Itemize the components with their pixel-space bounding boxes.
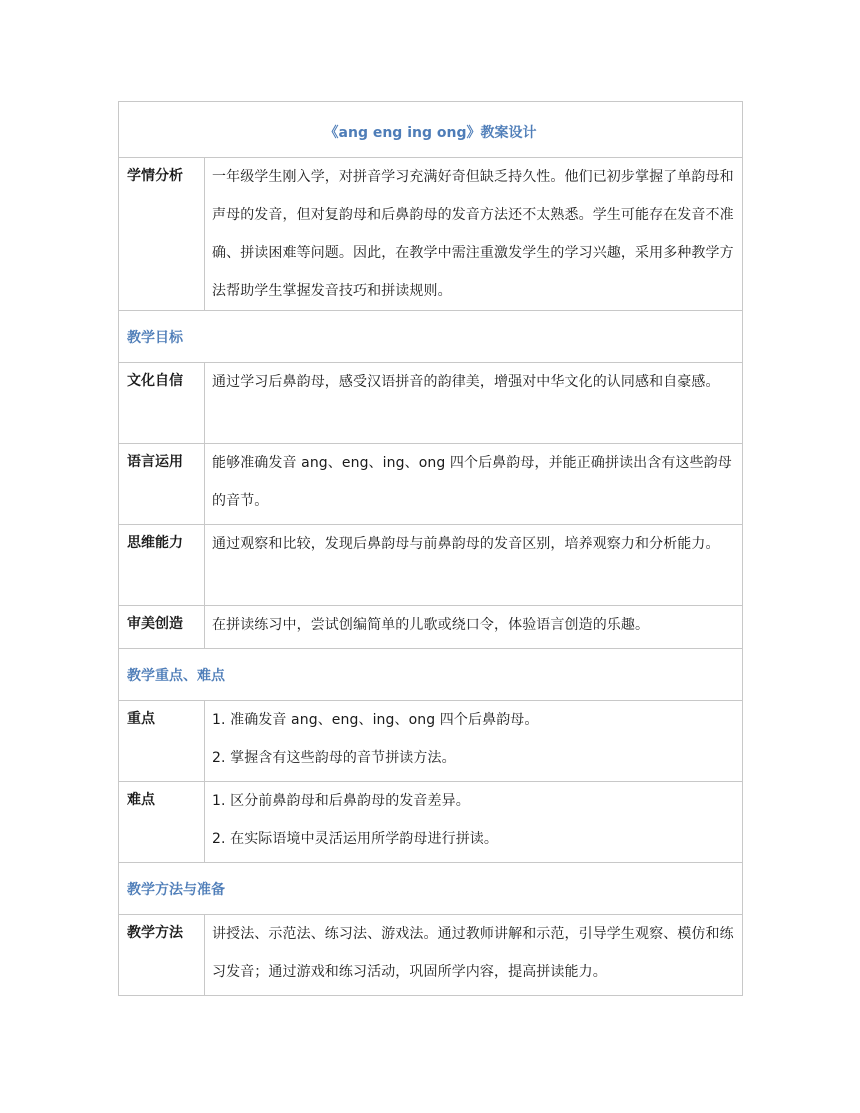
objective-row bbox=[119, 363, 743, 444]
difficulty-line: 1. 区分前鼻韵母和后鼻韵母的发音差异。 bbox=[212, 793, 470, 809]
difficulty-content bbox=[205, 782, 743, 863]
focus-line: 2. 掌握含有这些韵母的音节拼读方法。 bbox=[212, 750, 456, 766]
document-title-cell bbox=[119, 102, 743, 158]
objective-text: 通过学习后鼻韵母，感受汉语拼音的韵律美，增强对中华文化的认同感和自豪感。 bbox=[205, 363, 743, 444]
key-points-heading: 教学重点、难点 bbox=[119, 649, 743, 701]
document-title: 《ang eng ing ong》教案设计 bbox=[324, 124, 537, 141]
objective-label: 文化自信 bbox=[119, 363, 205, 444]
objective-row bbox=[119, 606, 743, 649]
focus-label: 重点 bbox=[119, 701, 205, 782]
focus-row bbox=[119, 701, 743, 782]
method-text: 讲授法、示范法、练习法、游戏法。通过教师讲解和示范，引导学生观察、模仿和练习发音；通过游戏和练习活动，巩固所学内容，提高拼读能力。 bbox=[205, 915, 743, 996]
objective-text: 在拼读练习中，尝试创编简单的儿歌或绕口令，体验语言创造的乐趣。 bbox=[205, 606, 743, 649]
student-analysis-row bbox=[119, 158, 743, 311]
title-row bbox=[119, 102, 743, 158]
objective-label: 审美创造 bbox=[119, 606, 205, 649]
focus-line: 1. 准确发音 ang、eng、ing、ong 四个后鼻韵母。 bbox=[212, 712, 539, 728]
student-analysis-label: 学情分析 bbox=[119, 158, 205, 311]
student-analysis-text: 一年级学生刚入学，对拼音学习充满好奇但缺乏持久性。他们已初步掌握了单韵母和声母的发音，但对复韵母和后鼻韵母的发音方法还不太熟悉。学生可能存在发音不准确、拼读困难等问题。因此，在教学中需注重激发学生的学习兴趣，采用多种教学方法帮助学生掌握发音技巧和拼读规则。 bbox=[205, 158, 743, 311]
objective-text: 通过观察和比较，发现后鼻韵母与前鼻韵母的发音区别，培养观察力和分析能力。 bbox=[205, 525, 743, 606]
difficulty-row bbox=[119, 782, 743, 863]
objective-row bbox=[119, 444, 743, 525]
lesson-plan-table bbox=[118, 101, 743, 996]
method-label: 教学方法 bbox=[119, 915, 205, 996]
objective-label: 语言运用 bbox=[119, 444, 205, 525]
method-row bbox=[119, 915, 743, 996]
objective-text: 能够准确发音 ang、eng、ing、ong 四个后鼻韵母，并能正确拼读出含有这些韵母的音节。 bbox=[205, 444, 743, 525]
methods-heading: 教学方法与准备 bbox=[119, 863, 743, 915]
difficulty-label: 难点 bbox=[119, 782, 205, 863]
objectives-heading: 教学目标 bbox=[119, 311, 743, 363]
key-points-heading-row bbox=[119, 649, 743, 701]
difficulty-line: 2. 在实际语境中灵活运用所学韵母进行拼读。 bbox=[212, 831, 499, 847]
objective-label: 思维能力 bbox=[119, 525, 205, 606]
focus-content bbox=[205, 701, 743, 782]
objective-row bbox=[119, 525, 743, 606]
objectives-heading-row bbox=[119, 311, 743, 363]
methods-heading-row bbox=[119, 863, 743, 915]
